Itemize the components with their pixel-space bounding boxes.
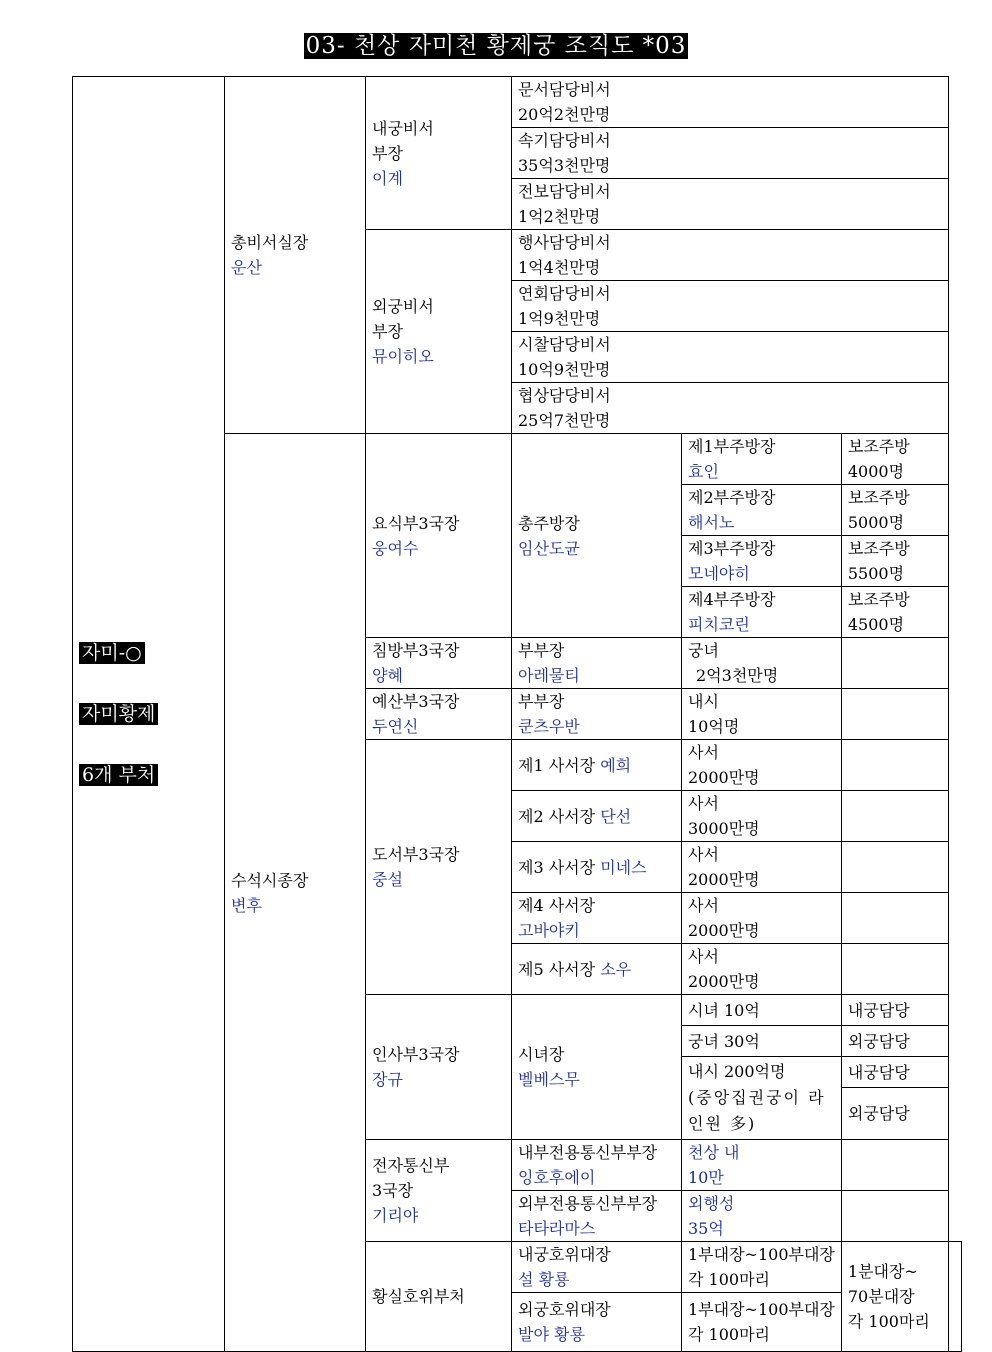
kitchen-assist-count: 5000명 — [847, 513, 905, 532]
budget-staff-label: 내시 — [688, 692, 719, 711]
kitchen-assist-cell — [841, 587, 948, 638]
secretary-item-role: 연회담당비서 — [518, 284, 611, 303]
telecom-chief-name: 타타라마스 — [518, 1219, 596, 1238]
librarian-name: 단선 — [600, 806, 632, 826]
personnel-staff-cell — [682, 1057, 842, 1140]
inner-secretary-name: 이계 — [372, 168, 403, 188]
librarian-role: 제2 사서장 — [518, 806, 596, 826]
library-staff-count: 2000만명 — [688, 921, 760, 940]
bed-dept-name: 양혜 — [372, 666, 403, 685]
telecom-dept-title-1: 전자통신부 — [372, 1156, 450, 1175]
librarian-cell — [512, 893, 682, 944]
telecom-count: 35억 — [688, 1219, 724, 1238]
secretary-item-count: 20억2천만명 — [518, 105, 611, 124]
librarian-role: 제1 사서장 — [518, 755, 596, 775]
telecom-chief-cell — [512, 1191, 682, 1242]
telecom-chief-cell — [512, 1140, 682, 1191]
telecom-dept-name: 기리야 — [372, 1206, 419, 1225]
page-title-wrap — [0, 32, 992, 60]
outer-secretary-name: 뮤이히오 — [372, 347, 434, 366]
budget-dept-title: 예산부3국장 — [372, 692, 460, 711]
outer-guard-title: 외궁호위대장 — [518, 1300, 611, 1319]
telecom-chief-role: 내부전용통신부부장 — [518, 1143, 658, 1162]
library-staff-label: 사서 — [688, 896, 719, 915]
empty-cell — [841, 944, 948, 995]
secretary-item — [512, 383, 949, 434]
library-dept-title: 도서부3국장 — [372, 845, 460, 864]
sub-chef-name: 해서노 — [688, 513, 735, 532]
telecom-scope-cell — [682, 1140, 842, 1191]
secretary-item-count: 1억4천만명 — [518, 258, 601, 277]
secretary-item — [512, 128, 949, 179]
personnel-staff-note: (중앙집권궁이 라 인원 多) — [688, 1088, 826, 1133]
secretary-item-count: 25억7천만명 — [518, 411, 611, 430]
emperor-cell — [73, 77, 225, 1352]
secretary-item — [512, 230, 949, 281]
sub-chef-name: 효인 — [688, 462, 719, 481]
library-staff-label: 사서 — [688, 947, 719, 966]
bed-chief-name: 아레물티 — [518, 666, 580, 685]
librarian-cell — [512, 791, 682, 842]
librarian-name: 미네스 — [600, 857, 647, 877]
secretary-item-role: 속기담당비서 — [518, 131, 611, 150]
library-staff-cell — [682, 740, 842, 791]
secretary-item — [512, 332, 949, 383]
inner-guard-each: 각 100마리 — [688, 1270, 770, 1289]
librarian-name: 고바야키 — [518, 921, 580, 940]
outer-secretary-title: 외궁비서 — [372, 297, 434, 316]
budget-dept-cell — [366, 689, 512, 740]
secretary-item-count: 35억3천만명 — [518, 156, 611, 175]
personnel-staff-line: 내시 200억명 — [688, 1062, 786, 1081]
library-staff-cell — [682, 893, 842, 944]
squad-line-3: 각 100마리 — [847, 1312, 930, 1331]
telecom-chief-name: 잉호후에이 — [518, 1168, 596, 1187]
empty-cell — [841, 689, 948, 740]
head-attendant-title: 수석시종장 — [231, 870, 309, 890]
bed-chief-title: 부부장 — [518, 641, 565, 660]
kitchen-assist-count: 5500명 — [847, 564, 905, 583]
personnel-staff-cell: 시녀 10억 — [682, 995, 842, 1026]
personnel-duty-cell: 내궁담당 — [841, 1057, 948, 1088]
empty-cell — [841, 791, 948, 842]
kitchen-assist-cell — [841, 536, 948, 587]
squad-line-2: 70분대장 — [847, 1287, 915, 1306]
sub-chef-cell — [682, 536, 842, 587]
telecom-scope-cell — [682, 1191, 842, 1242]
inner-guard-units: 1부대장~100부대장 — [688, 1245, 835, 1264]
outer-secretary-rank: 부장 — [372, 322, 403, 341]
kitchen-assist-label: 보조주방 — [847, 437, 910, 456]
personnel-dept-cell — [366, 995, 512, 1140]
library-staff-label: 사서 — [688, 743, 719, 762]
outer-guard-cell — [512, 1293, 682, 1352]
chief-secretary-title: 총비서실장 — [231, 233, 309, 252]
head-attendant-cell — [225, 434, 366, 1352]
empty-cell — [841, 638, 948, 689]
bed-staff-cell — [682, 638, 842, 689]
bed-dept-cell — [366, 638, 512, 689]
squad-line-1: 1분대장~ — [847, 1262, 918, 1281]
librarian-cell — [512, 740, 682, 791]
inner-secretary-title: 내궁비서 — [372, 118, 434, 138]
food-dept-title: 요식부3국장 — [372, 513, 460, 533]
empty-cell — [841, 1140, 948, 1191]
secretary-item — [512, 77, 949, 128]
library-staff-count: 3000만명 — [688, 819, 760, 838]
librarian-name: 소우 — [600, 959, 632, 979]
budget-staff-count: 10억명 — [688, 717, 740, 736]
inner-secretary-rank: 부장 — [372, 143, 403, 163]
library-dept-cell — [366, 740, 512, 995]
secretary-item-role: 협상담당비서 — [518, 386, 611, 405]
librarian-name: 예희 — [600, 755, 632, 775]
telecom-count: 10만 — [688, 1168, 724, 1187]
chief-secretary-cell — [225, 77, 366, 434]
bed-dept-title: 침방부3국장 — [372, 641, 460, 660]
page-title: 03- 천상 자미천 황제궁 조직도 *03 — [305, 33, 687, 59]
sub-chef-name: 모네야히 — [688, 564, 750, 583]
head-chef-name: 임산도균 — [518, 538, 580, 558]
sub-chef-name: 피치코린 — [688, 615, 750, 634]
side-label-1: 자미-○ — [79, 642, 145, 664]
kitchen-assist-label: 보조주방 — [847, 539, 910, 558]
librarian-cell — [512, 944, 682, 995]
library-staff-cell — [682, 944, 842, 995]
inner-guard-name: 설 황룡 — [518, 1270, 570, 1289]
librarian-cell — [512, 842, 682, 893]
empty-cell — [841, 740, 948, 791]
library-staff-label: 사서 — [688, 794, 719, 813]
secretary-item — [512, 179, 949, 230]
library-dept-name: 중설 — [372, 870, 403, 889]
sub-chef-cell — [682, 485, 842, 536]
kitchen-assist-label: 보조주방 — [847, 590, 910, 609]
bed-staff-count: 2억3천만명 — [696, 666, 779, 685]
head-attendant-name: 변후 — [231, 895, 262, 915]
telecom-dept-title-2: 3국장 — [372, 1181, 414, 1200]
budget-chief-title: 부부장 — [518, 692, 565, 711]
kitchen-assist-cell — [841, 485, 948, 536]
secretary-item-count: 1억2천만명 — [518, 207, 601, 226]
imperial-guard-cell: 황실호위부처 — [366, 1242, 512, 1352]
kitchen-assist-label: 보조주방 — [847, 488, 910, 507]
telecom-dept-cell — [366, 1140, 512, 1242]
telecom-scope: 천상 내 — [688, 1143, 740, 1162]
librarian-role: 제5 사서장 — [518, 959, 596, 979]
secretary-item-count: 10억9천만명 — [518, 360, 611, 379]
library-staff-cell — [682, 842, 842, 893]
secretary-item-role: 전보담당비서 — [518, 182, 611, 201]
bed-staff-label: 궁녀 — [688, 641, 719, 660]
empty-cell — [948, 1242, 961, 1352]
maid-chief-title: 시녀장 — [518, 1045, 565, 1064]
secretary-item-count: 1억9천만명 — [518, 309, 601, 328]
sub-chef-role: 제3부주방장 — [688, 539, 776, 558]
side-label-3: 6개 부처 — [79, 764, 158, 786]
kitchen-assist-count: 4000명 — [847, 462, 905, 481]
library-staff-count: 2000만명 — [688, 870, 760, 889]
head-chef-title: 총주방장 — [518, 513, 580, 533]
kitchen-assist-cell — [841, 434, 948, 485]
empty-cell — [841, 1191, 948, 1242]
outer-guard-name: 발야 황룡 — [518, 1325, 585, 1344]
budget-chief-name: 쿤츠우반 — [518, 717, 580, 736]
library-staff-cell — [682, 791, 842, 842]
personnel-dept-title: 인사부3국장 — [372, 1045, 460, 1064]
inner-guard-title: 내궁호위대장 — [518, 1245, 611, 1264]
bed-chief-cell — [512, 638, 682, 689]
library-staff-count: 2000만명 — [688, 972, 760, 991]
sub-chef-role: 제2부주방장 — [688, 488, 776, 507]
head-chef-cell — [512, 434, 682, 638]
telecom-scope: 외행성 — [688, 1194, 735, 1213]
outer-guard-each: 각 100마리 — [688, 1325, 770, 1344]
personnel-duty-cell: 외궁담당 — [841, 1026, 948, 1057]
personnel-dept-name: 장규 — [372, 1070, 403, 1089]
sub-chef-cell — [682, 587, 842, 638]
library-staff-label: 사서 — [688, 845, 719, 864]
budget-chief-cell — [512, 689, 682, 740]
secretary-item-role: 시찰담당비서 — [518, 335, 611, 354]
secretary-item-role: 행사담당비서 — [518, 233, 611, 252]
budget-staff-cell — [682, 689, 842, 740]
maid-chief-cell — [512, 995, 682, 1140]
inner-guard-cell — [512, 1242, 682, 1293]
kitchen-assist-count: 4500명 — [847, 615, 905, 634]
squad-cell — [841, 1242, 948, 1352]
inner-guard-units-cell — [682, 1242, 842, 1293]
secretary-item — [512, 281, 949, 332]
empty-cell — [841, 842, 948, 893]
food-dept-cell — [366, 434, 512, 638]
outer-guard-units-cell — [682, 1293, 842, 1352]
maid-chief-name: 벨베스무 — [518, 1070, 580, 1089]
sub-chef-role: 제4부주방장 — [688, 590, 776, 609]
personnel-staff-cell: 궁녀 30억 — [682, 1026, 842, 1057]
budget-dept-name: 두연신 — [372, 717, 419, 736]
library-staff-count: 2000만명 — [688, 768, 760, 787]
org-chart-table — [72, 76, 962, 1352]
side-label-2: 자미황제 — [79, 703, 158, 725]
sub-chef-role: 제1부주방장 — [688, 437, 776, 456]
librarian-role: 제4 사서장 — [518, 896, 596, 915]
personnel-duty-cell: 내궁담당 — [841, 995, 948, 1026]
sub-chef-cell — [682, 434, 842, 485]
librarian-role: 제3 사서장 — [518, 857, 596, 877]
inner-secretary-cell — [366, 77, 512, 230]
telecom-chief-role: 외부전용통신부부장 — [518, 1194, 658, 1213]
secretary-item-role: 문서담당비서 — [518, 80, 611, 99]
chief-secretary-name: 운산 — [231, 258, 262, 277]
food-dept-name: 웅여수 — [372, 538, 419, 558]
personnel-duty-cell: 외궁담당 — [841, 1088, 948, 1140]
outer-guard-units: 1부대장~100부대장 — [688, 1300, 835, 1319]
empty-cell — [841, 893, 948, 944]
outer-secretary-cell — [366, 230, 512, 434]
